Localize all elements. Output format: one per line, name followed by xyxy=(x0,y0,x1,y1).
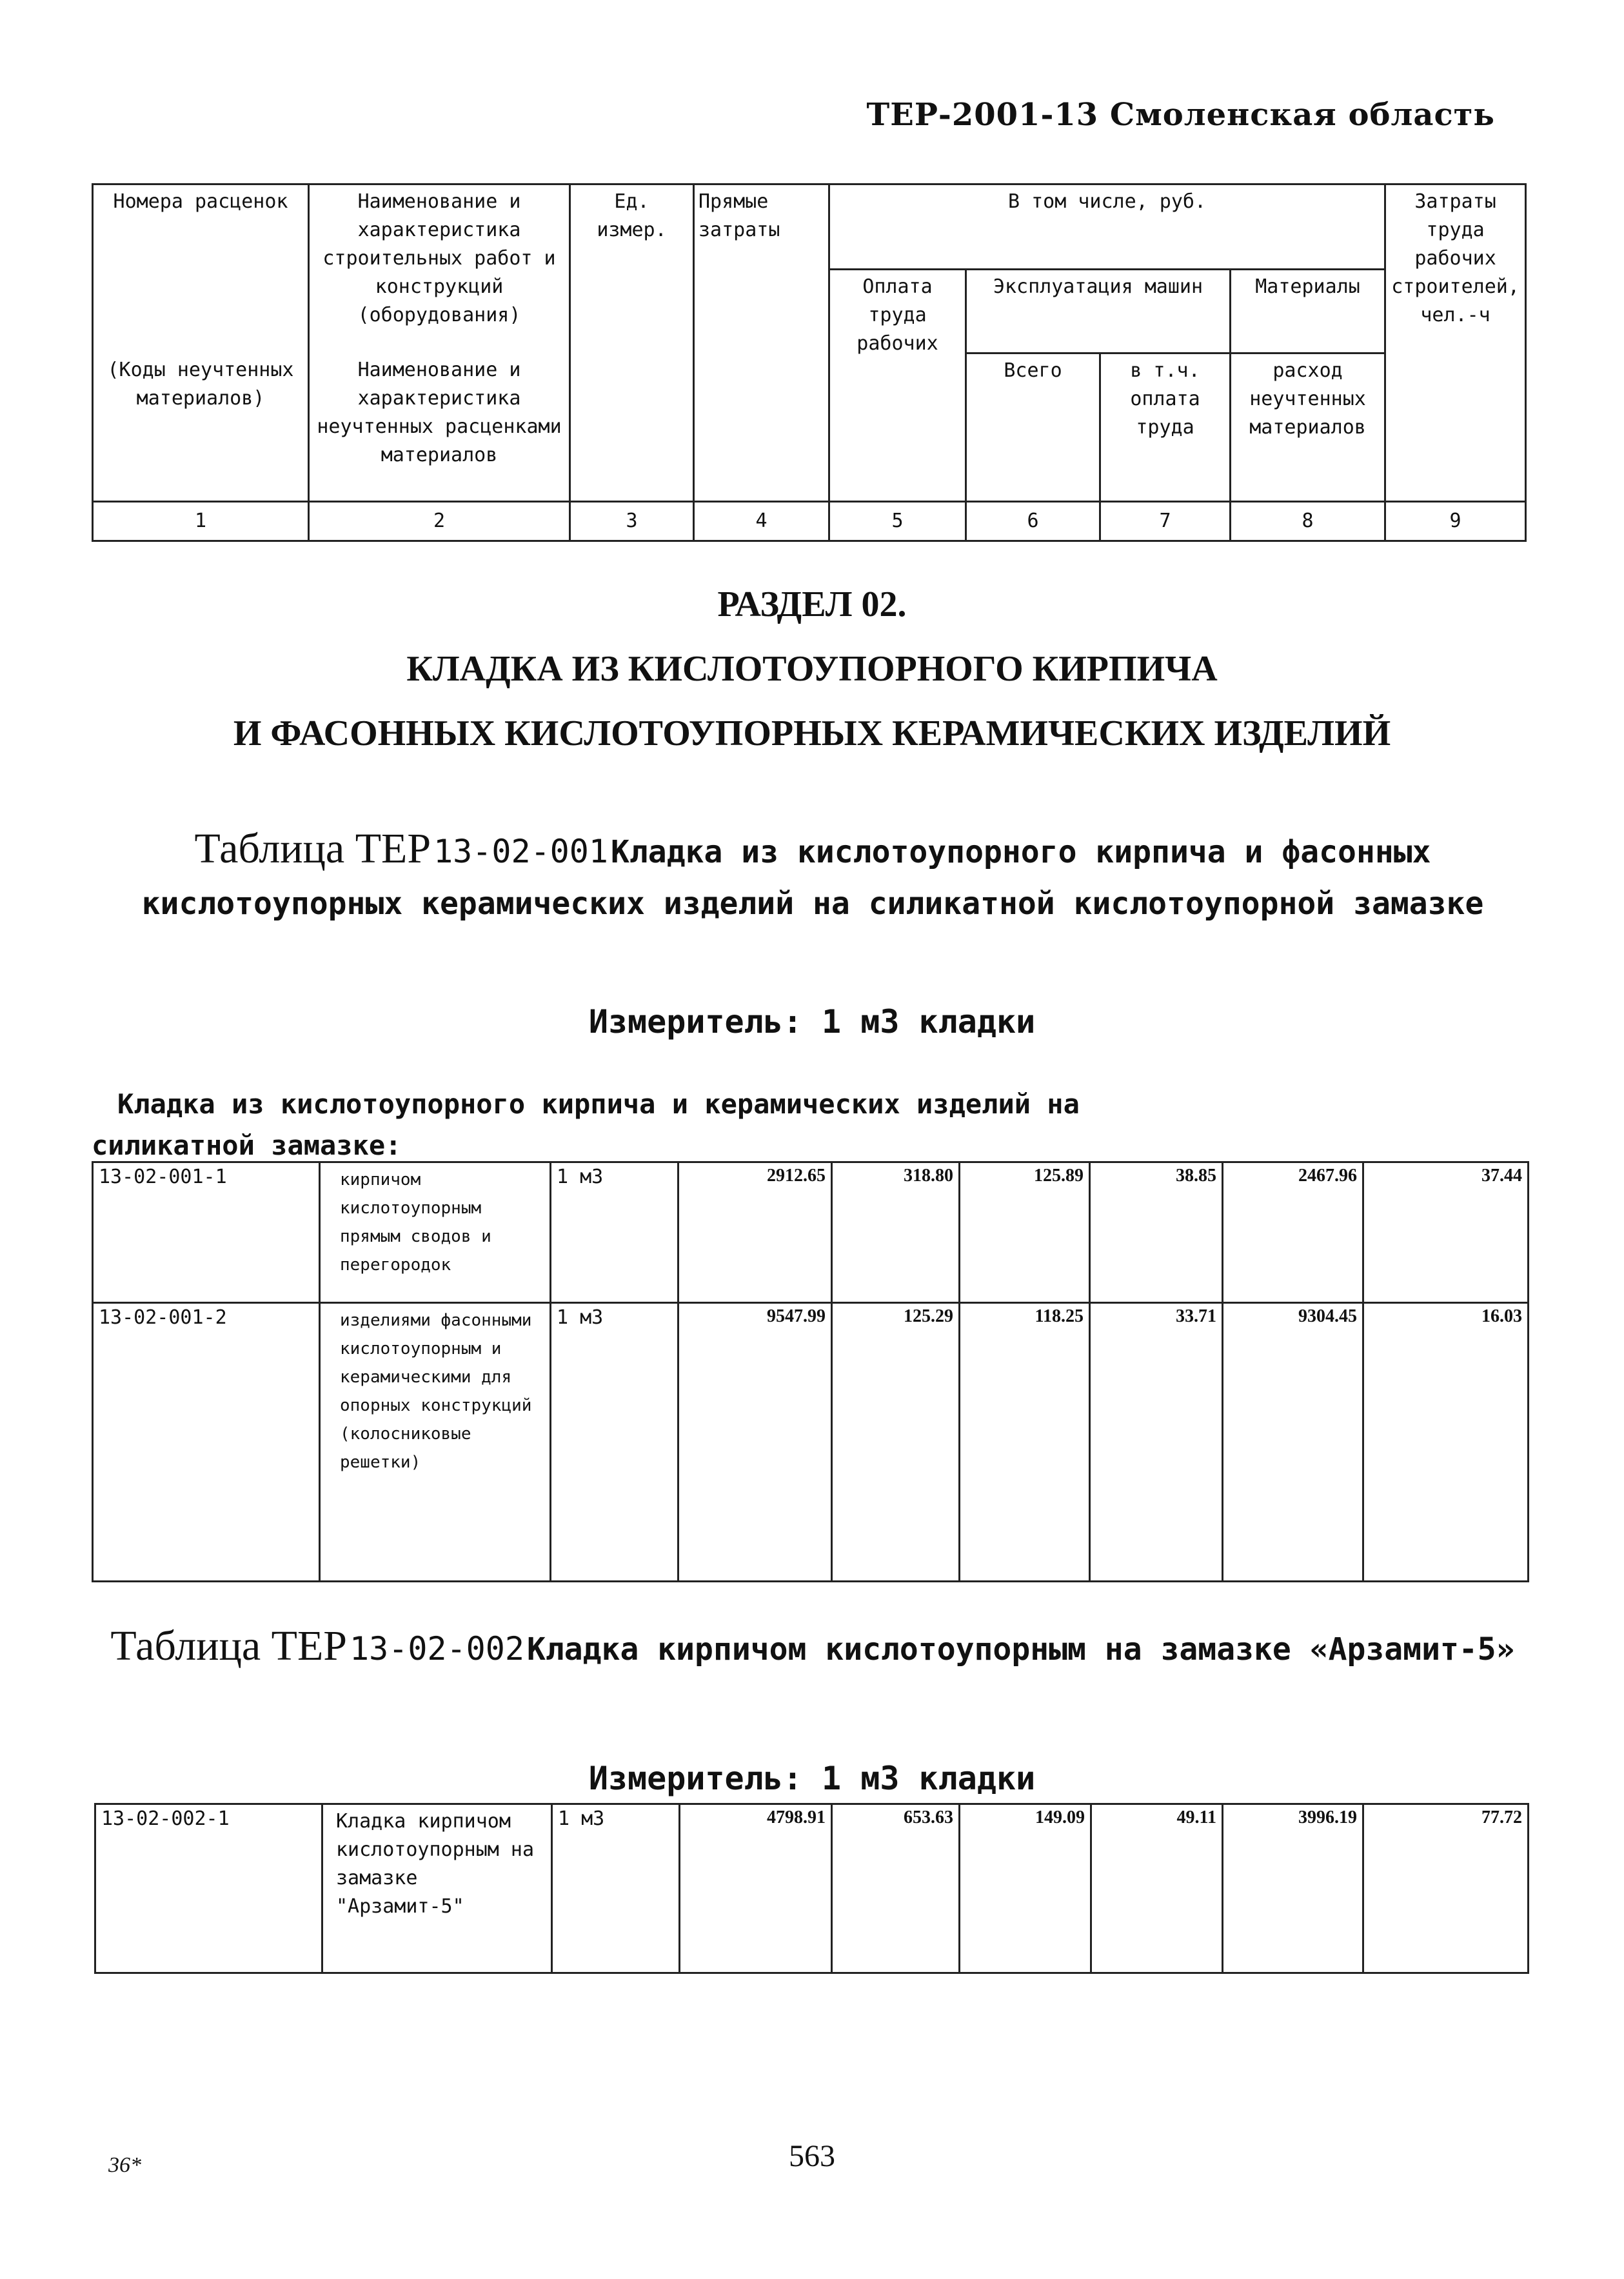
row-machines: 118.25 xyxy=(960,1303,1090,1582)
section-title-line2: И ФАСОННЫХ КИСЛОТОУПОРНЫХ КЕРАМИЧЕСКИХ ИЗДЕЛИЙ xyxy=(233,713,1391,753)
col-number: 2 xyxy=(309,502,570,541)
header-col6: Всего xyxy=(966,353,1100,502)
row-materials: 9304.45 xyxy=(1223,1303,1363,1582)
header-col8-top: Материалы xyxy=(1231,270,1385,353)
header-col5: Оплата труда рабочих xyxy=(829,270,966,502)
col-number: 9 xyxy=(1385,502,1526,541)
row-machines-labor: 38.85 xyxy=(1090,1162,1223,1303)
section-number: РАЗДЕЛ 02. xyxy=(717,584,907,624)
table1-title xyxy=(103,827,1522,933)
header-col2-bottom: Наименование и характеристика неучтенных расценками материалов xyxy=(309,353,570,502)
table-row xyxy=(95,1804,1529,1973)
row-code: 13-02-001-1 xyxy=(93,1162,320,1303)
col-number: 3 xyxy=(570,502,694,541)
table2-title-text: Кладка кирпичом кислотоупорным на замазке «Арзамит-5» xyxy=(526,1631,1515,1667)
row-machines-labor: 49.11 xyxy=(1091,1804,1223,1973)
row-name: изделиями фасонными кислотоупорным и керамическими для опорных конструкций (колосниковые решетки) xyxy=(320,1303,551,1582)
table1-subheading xyxy=(92,1084,1536,1166)
row-machines-labor: 33.71 xyxy=(1090,1303,1223,1582)
col-number: 1 xyxy=(93,502,309,541)
row-code: 13-02-002-1 xyxy=(95,1804,322,1973)
page-number: 563 xyxy=(789,2139,835,2173)
table2-title xyxy=(103,1624,1522,1679)
header-col8-bottom: расход неучтенных материалов xyxy=(1231,353,1385,502)
row-labor: 125.29 xyxy=(832,1303,960,1582)
row-direct: 2912.65 xyxy=(678,1162,832,1303)
table2-code: 13-02-002 xyxy=(350,1630,524,1667)
header-group-label: В том числе, руб. xyxy=(829,184,1385,270)
row-labor: 318.80 xyxy=(832,1162,960,1303)
table1-prefix: Таблица ТЕР xyxy=(194,825,431,872)
row-unit: 1 м3 xyxy=(551,1303,678,1582)
header-col1-bottom: (Коды неучтенных материалов) xyxy=(93,353,309,502)
header-col4: Прямые затраты xyxy=(694,184,829,502)
row-hours: 37.44 xyxy=(1363,1162,1529,1303)
table1-subheading-line1: Кладка из кислотоупорного кирпича и керамических изделий на xyxy=(117,1088,1080,1120)
col-number: 5 xyxy=(829,502,966,541)
table-row xyxy=(93,1162,1529,1303)
table2-measure: Измеритель: 1 м3 кладки xyxy=(588,1760,1036,1797)
column-header-table xyxy=(92,183,1527,542)
row-direct: 9547.99 xyxy=(678,1303,832,1582)
row-materials: 2467.96 xyxy=(1223,1162,1363,1303)
running-header: ТЕР-2001-13 Смоленская область xyxy=(866,97,1495,133)
header-col9: Затраты труда рабочих строителей, чел.-ч xyxy=(1385,184,1526,502)
row-machines: 125.89 xyxy=(960,1162,1090,1303)
header-exploitation: Эксплуатация машин xyxy=(966,270,1231,353)
signature-mark: 36* xyxy=(108,2153,141,2177)
col-number: 4 xyxy=(694,502,829,541)
row-code: 13-02-001-2 xyxy=(93,1303,320,1582)
col-number: 7 xyxy=(1100,502,1231,541)
table1-data xyxy=(92,1161,1529,1582)
table2-prefix: Таблица ТЕР xyxy=(110,1622,348,1669)
row-name: Кладка кирпичом кислотоупорным на замазке "Арзамит-5" xyxy=(322,1804,552,1973)
table2-data xyxy=(94,1803,1529,1974)
table-row xyxy=(93,1303,1529,1582)
row-name: кирпичом кислотоупорным прямым сводов и перегородок xyxy=(320,1162,551,1303)
row-labor: 653.63 xyxy=(832,1804,960,1973)
header-col3: Ед. измер. xyxy=(570,184,694,502)
table1-measure: Измеритель: 1 м3 кладки xyxy=(588,1003,1036,1040)
row-hours: 16.03 xyxy=(1363,1303,1529,1582)
col-number: 6 xyxy=(966,502,1100,541)
header-col2-top: Наименование и характеристика строительных работ и конструкций (оборудования) xyxy=(309,184,570,353)
col-number: 8 xyxy=(1231,502,1385,541)
header-col1-top: Номера расценок xyxy=(93,184,309,353)
row-unit: 1 м3 xyxy=(551,1162,678,1303)
row-materials: 3996.19 xyxy=(1223,1804,1363,1973)
section-title-line1: КЛАДКА ИЗ КИСЛОТОУПОРНОГО КИРПИЧА xyxy=(406,649,1218,689)
row-unit: 1 м3 xyxy=(552,1804,680,1973)
row-hours: 77.72 xyxy=(1363,1804,1529,1973)
table1-subheading-line2: силикатной замазке: xyxy=(92,1130,402,1161)
table1-title-text: Кладка из кислотоупорного кирпича и фасонных кислотоупорных керамических изделий на силикатной кислотоупорной замазке xyxy=(141,834,1484,922)
table1-code: 13-02-001 xyxy=(433,833,608,870)
row-direct: 4798.91 xyxy=(680,1804,832,1973)
header-col7: в т.ч. оплата труда xyxy=(1100,353,1231,502)
row-machines: 149.09 xyxy=(960,1804,1091,1973)
